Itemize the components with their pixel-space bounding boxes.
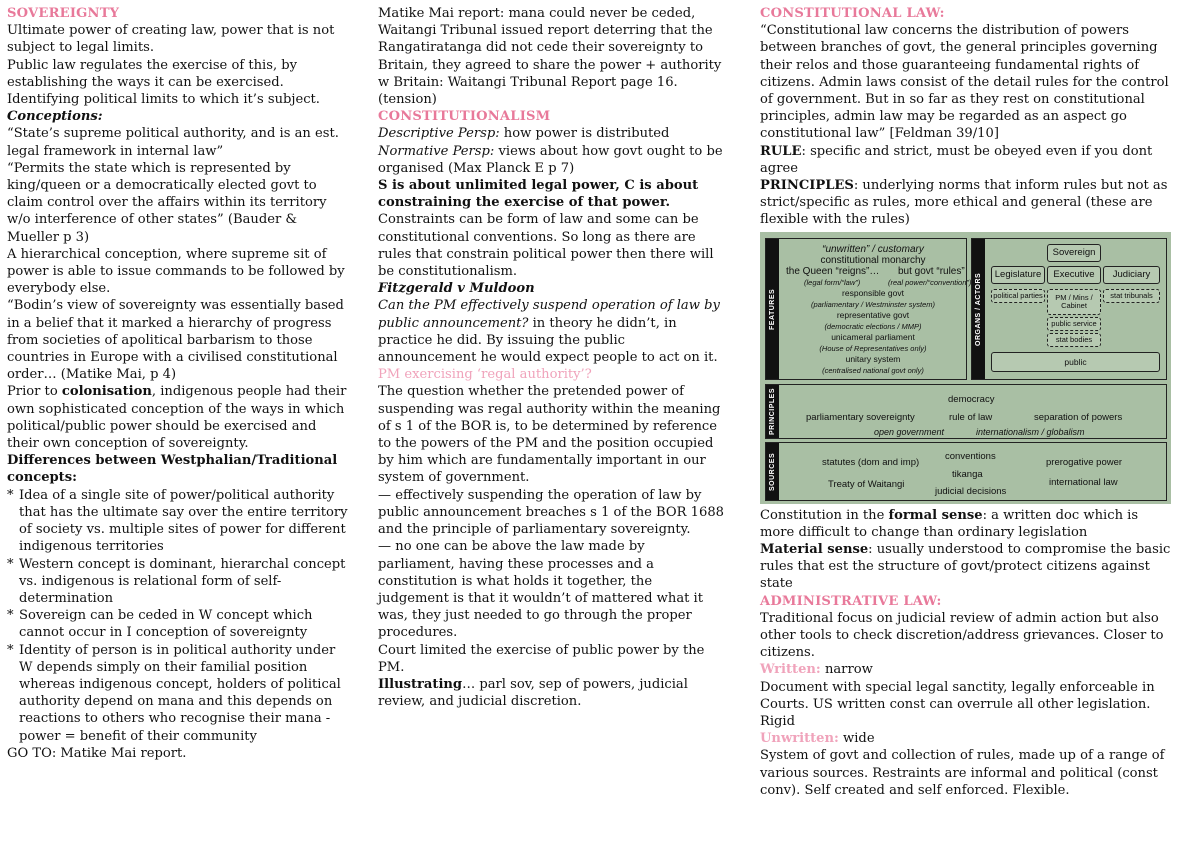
public-box: public bbox=[991, 352, 1160, 372]
sources-panel bbox=[765, 442, 1167, 501]
feature-item: “unwritten” / customary bbox=[822, 243, 924, 255]
paragraph: Court limited the exercise of public power by the PM. bbox=[378, 642, 705, 675]
written-heading: Written: narrow bbox=[760, 662, 873, 678]
feature-item: constitutional monarchy bbox=[820, 254, 926, 266]
sovereignty-heading: SOVEREIGNTY bbox=[7, 6, 120, 21]
column-constitutionalism bbox=[378, 5, 724, 710]
case-name: Fitzgerald v Muldoon bbox=[378, 281, 535, 297]
unwritten-heading: Unwritten: wide bbox=[760, 731, 875, 747]
principle-item: rule of law bbox=[949, 411, 993, 423]
paragraph: — no one can be above the law made by parliament, having these processes and a constitution is what holds it together, the judgement is that it wouldn’t of mattered what it was, they just needed to go through the proper procedures. bbox=[378, 539, 704, 641]
paragraph: Prior to colonisation, indigenous people had their own sophisticated conception of the ways in which political/public power should be exercised and their own conception of sovereignty. bbox=[7, 384, 347, 452]
judiciary-box: Judiciary bbox=[1103, 266, 1160, 284]
differences-heading: Differences between Westphalian/Traditional concepts: bbox=[7, 453, 338, 486]
principles-definition: PRINCIPLES: underlying norms that inform rules but not as strict/specific as rules, more ethical and general (these are flexible with the rules) bbox=[760, 178, 1168, 228]
list-item: * Western concept is dominant, hierarchal concept vs. indigenous is relational form of self-determination bbox=[7, 556, 352, 608]
quote: “Bodin’s view of sovereignty was essentially based in a belief that it marked a hierarchy of progress from societies of apolitical barbarism to those countries in Europe with a civilised constitutional order… (Matike Mai, p 4) bbox=[7, 298, 344, 383]
paragraph: Document with special legal sanctity, legally enforceable in Courts. US written const can overrule all other legislation. Rigid bbox=[760, 679, 1155, 730]
list-item: * Identity of person is in political authority under W depends simply on their familial position whereas indigenous concept, holders of political authority depend on mana and this depends on reactions to others who recognise their mana - power = benefit of their community bbox=[7, 642, 352, 745]
paragraph: Traditional focus on judicial review of admin action but also other tools to check discretion/address grievances. Closer to citizens. bbox=[760, 610, 1164, 661]
bold-statement: S is about unlimited legal power, C is about constraining the exercise of that power. bbox=[378, 178, 699, 211]
paragraph: Ultimate power of creating law, power that is not subject to legal limits. bbox=[7, 23, 335, 56]
feature-item: (House of Representatives only) bbox=[819, 343, 927, 353]
source-item: judicial decisions bbox=[935, 485, 1007, 497]
principle-item: internationalism / globalism bbox=[976, 426, 1085, 437]
quote: “Constitutional law concerns the distribution of powers between branches of govt, the general principles governing their relos and those guaranteeing fundamental rights of citizens. Admin laws consist of the detail rules for the control of government. But in so far as they rest on constitutional principles, admin law may be regarded as an aspect go constitutional law” [Feldman 39/10] bbox=[760, 23, 1169, 142]
paragraph: Constraints can be form of law and some can be constitutional conventions. So long as there are rules that constrain political power then there will be constitutionalism. bbox=[378, 212, 714, 280]
source-item: international law bbox=[1049, 476, 1118, 488]
paragraph: The question whether the pretended power of suspending was regal authority within the meaning of s 1 of the BOR is, to be determined by reference to the powers of the PM and the position occupied by him which are fundamentally important in our system of government. bbox=[378, 384, 721, 486]
constitutionalism-heading: CONSTITUTIONALISM bbox=[378, 109, 551, 125]
public-service-box: public service bbox=[1047, 317, 1101, 331]
goto-note: GO TO: Matike Mai report. bbox=[7, 745, 187, 761]
constitution-diagram bbox=[760, 232, 1171, 504]
principle-item: separation of powers bbox=[1034, 411, 1123, 423]
pm-cabinet-box: PM / Mins / Cabinet bbox=[1047, 289, 1101, 315]
feature-item: the Queen “reigns”… bbox=[786, 265, 880, 277]
feature-item: responsible govt bbox=[842, 287, 904, 298]
source-item: statutes (dom and imp) bbox=[822, 456, 920, 468]
stat-bodies-box: stat bodies bbox=[1047, 333, 1101, 347]
paragraph: Public law regulates the exercise of this, by establishing the ways it can be exercised. Identifying political limits to which it’s subject. bbox=[7, 57, 320, 108]
sources-label: SOURCES bbox=[766, 443, 779, 500]
column-constitutional-law bbox=[760, 5, 1172, 799]
paragraph: Matike Mai report: mana could never be ceded, Waitangi Tribunal issued report deterring that the Rangatiratanga did not cede their sovereignty to Britain, they agreed to share the power + authority w Britain: Waitangi Tribunal Report page 16. (tension) bbox=[378, 6, 722, 108]
principle-item: open government bbox=[874, 426, 945, 437]
feature-item: representative govt bbox=[836, 309, 910, 320]
source-item: prerogative power bbox=[1046, 456, 1123, 468]
list-item: * Sovereign can be ceded in W concept which cannot occur in I conception of sovereignty bbox=[7, 607, 352, 641]
pm-heading: PM exercising ‘regal authority’? bbox=[378, 367, 592, 383]
sovereign-box: Sovereign bbox=[1047, 244, 1101, 262]
formal-sense: Constitution in the formal sense: a written doc which is more difficult to change than ordinary legislation bbox=[760, 507, 1139, 540]
features-label: FEATURES bbox=[766, 239, 779, 379]
paragraph: System of govt and collection of rules, made up of a range of various sources. Restraints are informal and political (const conv). Self created and self enforced. Flexible. bbox=[760, 748, 1165, 798]
principles-label: PRINCIPLES bbox=[766, 385, 779, 438]
principle-item: democracy bbox=[948, 393, 995, 405]
conceptions-heading: Conceptions: bbox=[7, 109, 103, 125]
principles-panel bbox=[765, 384, 1167, 439]
quote: “Permits the state which is represented by king/queen or a democratically elected govt to claim control over the affairs within its territory w/o interference of other states” (Bauder & Mueller p 3) bbox=[7, 160, 327, 245]
feature-item: unitary system bbox=[845, 353, 901, 364]
feature-item: (democratic elections / MMP) bbox=[824, 321, 922, 331]
feature-item: (centralised national govt only) bbox=[822, 365, 924, 375]
quote: “State’s supreme political authority, and is an est. legal framework in internal law” bbox=[7, 126, 339, 159]
stat-tribunals-box: stat tribunals bbox=[1103, 289, 1160, 303]
feature-item: (real power/“convention”) bbox=[888, 277, 972, 287]
constitutional-law-heading: CONSTITUTIONAL LAW: bbox=[760, 6, 945, 21]
descriptive-perspective: Descriptive Persp: how power is distributed bbox=[378, 126, 670, 142]
column-sovereignty bbox=[7, 5, 352, 762]
feature-item: (legal form/“law”) bbox=[804, 277, 861, 287]
legislature-box: Legislature bbox=[991, 266, 1045, 284]
differences-list bbox=[7, 487, 352, 745]
features-panel bbox=[765, 238, 972, 380]
feature-item: but govt “rules” bbox=[898, 265, 965, 277]
source-item: tikanga bbox=[952, 468, 983, 480]
organs-label: ORGANS / ACTORS bbox=[972, 239, 985, 379]
source-item: conventions bbox=[945, 450, 996, 462]
executive-box: Executive bbox=[1047, 266, 1101, 284]
administrative-law-heading: ADMINISTRATIVE LAW: bbox=[760, 593, 942, 609]
paragraph: — effectively suspending the operation of law by public announcement breaches s 1 of the BOR 1688 and the principle of parliamentary sovereignty. bbox=[378, 487, 724, 538]
feature-item: unicameral parliament bbox=[831, 331, 915, 342]
organs-panel bbox=[971, 238, 1167, 380]
features-list bbox=[780, 239, 972, 379]
case-question: Can the PM effectively suspend operation of law by public announcement? in theory he didn’t, in practice he did. By issuing the public announcement he would expect people to act on it. bbox=[378, 298, 720, 366]
paragraph: A hierarchical conception, where supreme sit of power is able to issue commands to be followed by everybody else. bbox=[7, 246, 345, 297]
feature-item: (parliamentary / Westminster system) bbox=[810, 299, 936, 309]
material-sense: Material sense: usually understood to compromise the basic rules that est the structure of govt/protect citizens against state bbox=[760, 542, 1171, 592]
source-item: Treaty of Waitangi bbox=[828, 478, 905, 490]
normative-perspective: Normative Persp: views about how govt ought to be organised (Max Planck E p 7) bbox=[378, 143, 723, 176]
principle-item: parliamentary sovereignty bbox=[806, 411, 915, 423]
list-item: * Idea of a single site of power/political authority that has the ultimate say over the entire territory of society vs. multiple sites of power for different indigenous territories bbox=[7, 487, 352, 556]
political-parties-box: political parties bbox=[991, 289, 1045, 303]
rule-definition: RULE: specific and strict, must be obeyed even if you dont agree bbox=[760, 143, 1153, 176]
illustrating: Illustrating… parl sov, sep of powers, judicial review, and judicial discretion. bbox=[378, 676, 688, 710]
